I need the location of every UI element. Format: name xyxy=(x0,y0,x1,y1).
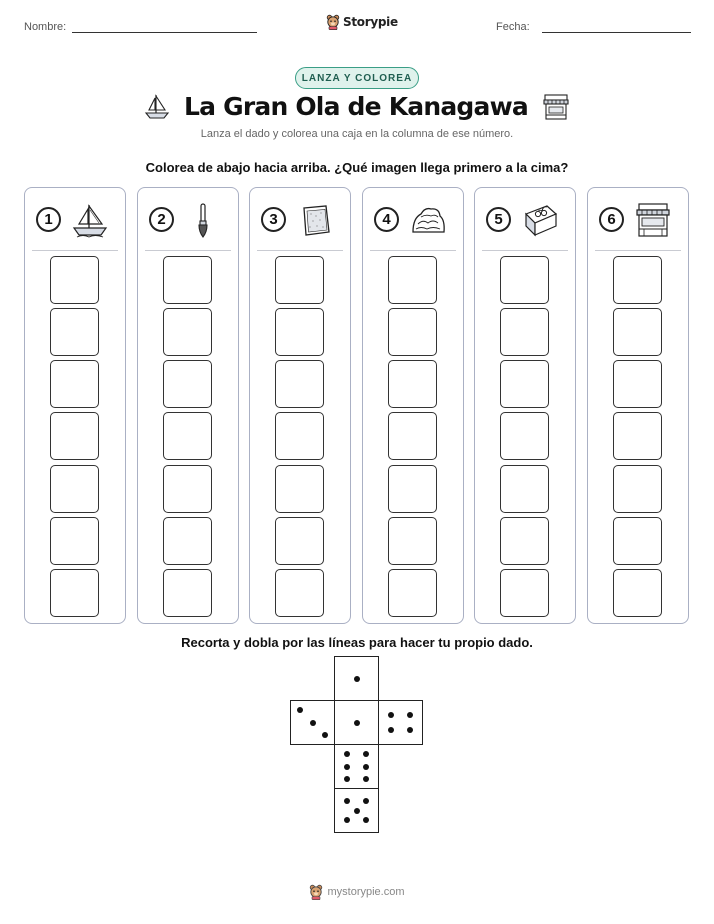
cherry-box-icon xyxy=(521,202,559,238)
column-header xyxy=(250,202,350,238)
dice-pip xyxy=(363,817,369,823)
dice-pip xyxy=(363,751,369,757)
footer-url: mystorypie.com xyxy=(327,886,405,898)
column-number: 3 xyxy=(261,207,286,232)
color-box[interactable] xyxy=(50,569,99,617)
color-box[interactable] xyxy=(275,256,324,304)
color-box[interactable] xyxy=(613,569,662,617)
dice-pip xyxy=(344,817,350,823)
bear-icon xyxy=(326,14,340,30)
column-header xyxy=(138,202,238,238)
column-header xyxy=(25,202,125,238)
dice-pip xyxy=(354,676,360,682)
dice-pip xyxy=(354,720,360,726)
instruction-text: Colorea de abajo hacia arriba. ¿Qué imagen llega primero a la cima? xyxy=(145,160,569,175)
color-box[interactable] xyxy=(275,308,324,356)
cut-instruction: Recorta y dobla por las líneas para hacer tu propio dado. xyxy=(181,635,533,650)
color-box[interactable] xyxy=(500,412,549,460)
color-box[interactable] xyxy=(163,517,212,565)
dice-pip xyxy=(354,808,360,814)
name-label: Nombre: xyxy=(24,21,67,33)
dice-pip xyxy=(344,751,350,757)
color-box[interactable] xyxy=(163,308,212,356)
dice-pip xyxy=(407,712,413,718)
color-box[interactable] xyxy=(163,256,212,304)
color-box[interactable] xyxy=(500,517,549,565)
color-box[interactable] xyxy=(163,569,212,617)
color-box[interactable] xyxy=(500,256,549,304)
column-header xyxy=(588,202,688,238)
column-5 xyxy=(474,187,576,624)
sailboat-icon xyxy=(144,93,170,121)
market-stall-icon xyxy=(542,93,570,121)
color-box[interactable] xyxy=(163,465,212,513)
color-box[interactable] xyxy=(500,308,549,356)
color-box[interactable] xyxy=(613,517,662,565)
color-box[interactable] xyxy=(275,465,324,513)
paintbrush-icon xyxy=(184,202,222,238)
column-divider xyxy=(257,250,343,251)
dice-face-1 xyxy=(334,656,379,701)
sailboat-icon xyxy=(71,202,109,238)
color-box[interactable] xyxy=(388,308,437,356)
dice-face-6 xyxy=(334,744,379,789)
wave-icon xyxy=(409,202,447,238)
dice-pip xyxy=(310,720,316,726)
brand-name: Storypie xyxy=(343,15,398,29)
dice-pip xyxy=(363,764,369,770)
color-box[interactable] xyxy=(50,517,99,565)
column-number: 1 xyxy=(36,207,61,232)
color-box[interactable] xyxy=(50,308,99,356)
color-box[interactable] xyxy=(275,412,324,460)
dice-pip xyxy=(297,707,303,713)
date-line[interactable] xyxy=(542,32,691,33)
column-3 xyxy=(249,187,351,624)
column-divider xyxy=(32,250,118,251)
column-number: 4 xyxy=(374,207,399,232)
date-label: Fecha: xyxy=(496,21,530,33)
dice-pip xyxy=(363,776,369,782)
dice-pip xyxy=(388,727,394,733)
dice-pip xyxy=(363,798,369,804)
storypie-logo xyxy=(326,14,398,30)
activity-badge: LANZA Y COLOREA xyxy=(295,67,419,89)
dice-face-3 xyxy=(290,700,335,745)
color-box[interactable] xyxy=(275,360,324,408)
color-box[interactable] xyxy=(613,308,662,356)
market-stall-icon xyxy=(634,202,672,238)
paper-icon xyxy=(296,202,334,238)
dice-pip xyxy=(322,732,328,738)
color-box[interactable] xyxy=(50,412,99,460)
dice-pip xyxy=(344,776,350,782)
dice-pip xyxy=(344,764,350,770)
color-box[interactable] xyxy=(275,517,324,565)
color-box[interactable] xyxy=(500,465,549,513)
column-number: 6 xyxy=(599,207,624,232)
color-box[interactable] xyxy=(275,569,324,617)
column-6 xyxy=(587,187,689,624)
column-divider xyxy=(370,250,456,251)
column-1 xyxy=(24,187,126,624)
dice-pip xyxy=(388,712,394,718)
color-box[interactable] xyxy=(388,465,437,513)
subtitle: Lanza el dado y colorea una caja en la columna de ese número. xyxy=(200,128,514,140)
column-divider xyxy=(595,250,681,251)
color-box[interactable] xyxy=(388,412,437,460)
column-4 xyxy=(362,187,464,624)
dice-pip xyxy=(407,727,413,733)
color-box[interactable] xyxy=(388,256,437,304)
color-box[interactable] xyxy=(50,256,99,304)
dice-face-4 xyxy=(378,700,423,745)
color-box[interactable] xyxy=(50,360,99,408)
dice-face-1 xyxy=(334,700,379,745)
column-2 xyxy=(137,187,239,624)
page-title: La Gran Ola de Kanagawa xyxy=(184,92,528,121)
column-header xyxy=(363,202,463,238)
color-box[interactable] xyxy=(388,360,437,408)
dice-face-5 xyxy=(334,788,379,833)
bear-icon xyxy=(309,884,323,900)
column-number: 2 xyxy=(149,207,174,232)
color-box[interactable] xyxy=(500,360,549,408)
color-box[interactable] xyxy=(613,465,662,513)
color-box[interactable] xyxy=(163,412,212,460)
dice-pip xyxy=(344,798,350,804)
color-box[interactable] xyxy=(500,569,549,617)
column-header xyxy=(475,202,575,238)
color-box[interactable] xyxy=(613,412,662,460)
title-row xyxy=(0,92,714,121)
color-box[interactable] xyxy=(388,569,437,617)
footer xyxy=(0,884,714,900)
column-divider xyxy=(145,250,231,251)
color-box[interactable] xyxy=(613,360,662,408)
color-box[interactable] xyxy=(50,465,99,513)
name-line[interactable] xyxy=(72,32,257,33)
color-box[interactable] xyxy=(388,517,437,565)
color-box[interactable] xyxy=(613,256,662,304)
column-number: 5 xyxy=(486,207,511,232)
column-divider xyxy=(482,250,568,251)
color-box[interactable] xyxy=(163,360,212,408)
